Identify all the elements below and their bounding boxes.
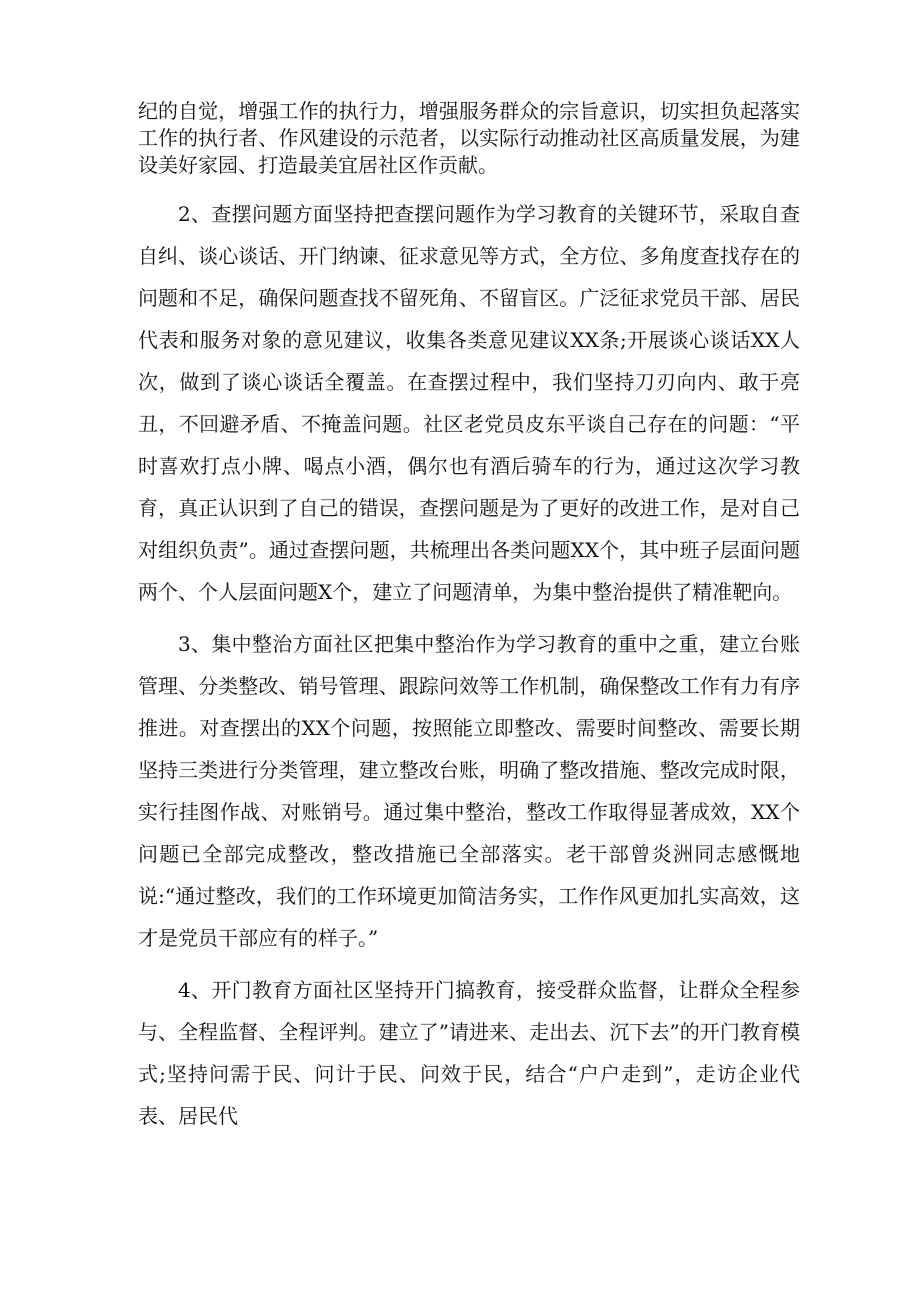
paragraph-continuation: 纪的自觉，增强工作的执行力，增强服务群众的宗旨意识，切实担负起落实工作的执行者、作风建设的示范者，以实际行动推动社区高质量发展，为建设美好家园、打造最美宜居社区作贡献。 — [138, 99, 800, 177]
paragraph-section-4: 4、开门教育方面社区坚持开门搞教育，接受群众监督，让群众全程参与、全程监督、全程评判。建立了”请进来、走出去、沉下去”的开门教育模式;坚持问需于民、问计于民、问效于民，结合“户户走到”，走访企业代表、居民代 — [138, 978, 800, 1128]
document-body — [138, 98, 800, 1137]
paragraph-section-3: 3、集中整治方面社区把集中整治作为学习教育的重中之重，建立台账管理、分类整改、销号管理、跟踪问效等工作机制，确保整改工作有力有序推进。对查摆出的XX个问题，按照能立即整改、需要时间整改、需要长期坚持三类进行分类管理，建立整改台账，明确了整改措施、整改完成时限，实行挂图作战、对账销号。通过集中整治，整改工作取得显著成效，XX个问题已全部完成整改，整改措施已全部落实。老干部曾炎洲同志感慨地说:“通过整改，我们的工作环境更加简洁务实，工作作风更加扎实高效，这才是党员干部应有的样子。” — [138, 632, 800, 950]
paragraph-section-2: 2、查摆问题方面坚持把查摆问题作为学习教育的关键环节，采取自查自纠、谈心谈话、开门纳谏、征求意见等方式，全方位、多角度查找存在的问题和不足，确保问题查找不留死角、不留盲区。广泛征求党员干部、居民代表和服务对象的意见建议，收集各类意见建议XX条;开展谈心谈话XX人次，做到了谈心谈话全覆盖。在查摆过程中，我们坚持刀刃向内、敢于亮丑，不回避矛盾、不掩盖问题。社区老党员皮东平谈自己存在的问题：“平时喜欢打点小牌、喝点小酒，偶尔也有酒后骑车的行为，通过这次学习教育，真正认识到了自己的错误，查摆问题是为了更好的改进工作，是对自己对组织负责”。通过查摆问题，共梳理出各类问题XX个，其中班子层面问题两个、个人层面问题X个，建立了问题清单，为集中整治提供了精准靶向。 — [138, 202, 800, 604]
